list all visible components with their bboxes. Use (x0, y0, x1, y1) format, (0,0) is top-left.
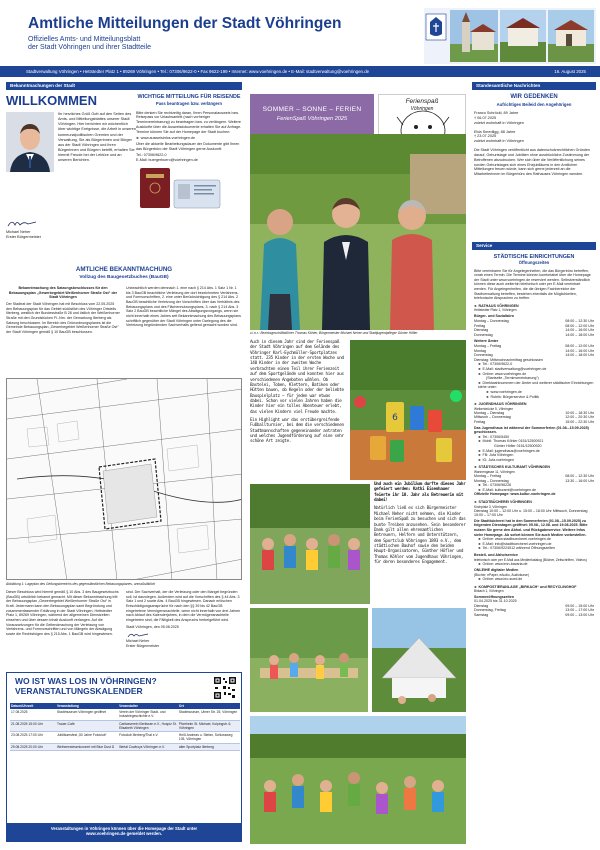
table-cell: Caritasverein Illertissen e.V., Hospiz St. Elisabeth Vöhringen (119, 721, 177, 730)
hours-day: Montag – Dienstag (474, 410, 505, 415)
map-text-place: Stadt Vöhringen, den 05.08.2025 (126, 624, 179, 629)
mayor-portrait (6, 112, 54, 172)
feature-paragraph-1: Auch in diesem Jahr sind der Ferienspaß der Stadt Vöhringen auf dem Gelände des Vöhringer Karl-Eychmüller-Sportplatzes statt. 235 Kinder in der ersten Woche und 140 Kinder in der zweiten Woche verbrachten einen Teil ihrer Ferienzeit auf dem Sportgelände und konnten hier aus verschiedenen Angeboten wählen. Ob Bastelei, Toben, Klettern, Batiken oder Hütten bauen, ob Kegeln oder der beliebte Bauspielplatz – für jeden war etwas dabei. Schon vor vielen Jahren haben die Kinder hier ein tolles Abenteuer erlebt, das vielen Kindern viel Freude machte. (250, 340, 344, 415)
death-entry (474, 111, 594, 126)
gedenken-block (474, 94, 594, 177)
service-block (474, 254, 594, 617)
gedenken-title: WIR GEDENKEN (510, 94, 558, 100)
contact-line[interactable]: ► E-Mail: jugendhaus@voehringen.de (478, 448, 540, 453)
notice-title: AMTLICHE BEKANNTMACHUNG (75, 266, 173, 273)
service-text: Bitte vereinbaren Sie für Angelegenheiten, die das Bürgerbüro betreffen, vorab einen Termin. Die Termine können komfortabel über die Homepage der Stadt unter www.voehringen.de reserviert werden. Selbstverständlich können diese auch weiterhin telefonisch oder per E-Mail vereinbart werden. Für Angelegenheiten, die die übrigen Fachbereiche der Stadtverwaltung betreffen, bestehen ebenfalls die Möglichkeiten, telefonische Absprachen zu treffen. (474, 268, 591, 301)
hours-day: Montag – Freitag (474, 474, 502, 479)
notice-bold: Bekanntmachung des Satzungsbeschlusses für den Bebauungsplan „Gewerbegebiet Weißenhorner Straße Ost“ der Stadt Vöhringen (8, 286, 118, 300)
aemter-note: Dienstag: Mittwochnachmittag geschlossen (474, 357, 543, 362)
contact-line: ► Tel.: 07306/96226 (478, 483, 512, 488)
hours-time: 08:00 – 12:00 Uhr (565, 323, 594, 328)
contact-line: ► IG: Jufa.voehringen (478, 457, 514, 462)
contact-line: ► Direktwahlnummern der Ämter und weiterer städtischer Einrichtungen siehe unter: (478, 380, 594, 390)
hours-day: Freitag (474, 419, 486, 424)
travel-notice-title: WICHTIGE MITTEILUNG FÜR REISENDE (137, 94, 241, 100)
hours-day: Donnerstag, Freitag (474, 608, 506, 613)
welcome-signer-role: Erster Bürgermeister (6, 235, 42, 239)
hours-time: 12:00 – 20:30 Uhr (565, 415, 594, 420)
feature-text-1 (250, 340, 346, 445)
hours-time: 13:30 – 16:00 Uhr (565, 478, 594, 483)
hours-time: 08:00 – 12:30 Uhr (565, 474, 594, 479)
table-row (10, 732, 240, 743)
col-header-datum: Datum/Uhrzeit (10, 703, 56, 709)
buerger-title: Bürger- und Sozialbüro (474, 314, 514, 319)
kompost-address: Birkach 1, Vöhringen (474, 589, 504, 594)
map-signer-role: Erster Bürgermeister (126, 644, 160, 649)
events-footer (7, 823, 241, 841)
contact-line[interactable]: ► E-Mail: info@stadtbuecherei.voehringen.de (478, 541, 552, 546)
col-header-veranstaltung: Veranstaltung (56, 703, 118, 709)
hours-day: Montag – Donnerstag (474, 478, 509, 483)
events-footer-link[interactable]: www.voehringen.de gemeldet werden. (86, 831, 162, 837)
aemter-title: Weitere Ämter (474, 339, 499, 344)
hours-day: Montag – Donnerstag (474, 319, 509, 324)
hours-time: 10:00 – 18:30 Uhr (565, 410, 594, 415)
notice-col-1 (6, 286, 120, 335)
death-date: † 23.07.2025 (474, 134, 497, 139)
welcome-block (6, 94, 136, 246)
notice-subtitle: Vollzug des Baugesetzbuches (BauGB) (79, 274, 169, 280)
photo-playground (250, 716, 466, 844)
bestell-title: Bestell- und Abholservice (474, 553, 519, 558)
map-text-col-2 (126, 590, 242, 649)
contact-line[interactable]: ► Online: www.stadtbuecherei.voehringen.de (478, 537, 551, 542)
table-cell: Fotoclub Illerberg/Thal e.V. (118, 732, 178, 743)
hours-time: 13:00 – 17:00 Uhr (565, 608, 594, 613)
contact-line[interactable]: ► Online: www.voehringen.de (478, 371, 527, 376)
travel-notice-text-2: Über die aktuelle Bearbeitungsdauer der Dokumente gibt Ihnen das Bürgerbüro der Stadt Vöhringen gerne Auskunft: (136, 142, 240, 152)
col-header-ort: Ort (178, 703, 240, 709)
service-subtitle: Öffnungszeiten (518, 260, 550, 266)
section-header-service: Service (472, 242, 596, 250)
address-bar (0, 66, 600, 77)
feature-paragraph-3: Und auch ein Jubiläum durfte dieses Jahr gefeiert werden: Kathi Eisenhauer feierte ihr 10. Jahr als Betreuerin mit dabei! (374, 482, 466, 504)
kompost-season: Sommeröffnungszeiten (474, 594, 514, 599)
table-row (10, 709, 240, 720)
death-place: zuletzt wohnhaft in Vöhringen (474, 139, 524, 144)
bestell-online[interactable]: ► Online: www.tmn-bavaria.de (478, 561, 528, 566)
hours-row (474, 333, 594, 338)
table-cell: Weiherewiesenkonzert mit Blue Dust Ω (56, 743, 118, 750)
map-text-right: sind. Der Sachverhalt, der die Verletzung oder den Mangel begründen soll, ist darzulegen. Außerdem wird auf die Vorschriften des § 44 Abs. 3 Satz 1 und 2 sowie Abs. 4 BauGB hingewiesen. Danach erlöschen Entschädigungsansprüche für nach den §§ 39 bis 42 BauGB eingetretene Vermögensnachteile, wenn nicht innerhalb von drei Jahren nach Ablauf des Kalenderjahres, in dem die Vermögensnachteile eingetreten sind, die Fälligkeit des Anspruchs herbeigeführt wird. (126, 590, 241, 623)
contact-line: ► Tel.: 07306/9622-0 (478, 362, 513, 367)
map-caption: Abbildung 1: Lageplan des Geltungsbereichs des gegenständlichen Bebauungsplanes, unmaßstäblich (6, 582, 156, 586)
buecherei-note: Die Stadtbücherei hat in den Sommerferien (01.08.–15.09.2025) zu folgenden Dienstagen geöffnet: 05.08., 12.08. und 19.08.2025. Bitte nutzen Sie gerne den Abhol- und Rückgabeservice. Weitere Infos siehe Homepage. Ab sofort können Sie auch Medien vorbestellen. (474, 518, 588, 537)
hours-day: Freitag (474, 323, 486, 328)
hours-row (474, 613, 594, 618)
contact-line: ► Rubrik: Bürgerservice & Politik (486, 394, 540, 399)
hours-day: Mittwoch – Donnerstag (474, 415, 511, 420)
table-cell: Trauer-Café (56, 720, 118, 731)
jugend-note: Das Jugendhaus ist während der Sommerferien (01.08.–15.09.2025) geschlossen. (474, 425, 589, 435)
subtitle-line-2: der Stadt Vöhringen und ihrer Stadtteile (28, 44, 151, 52)
table-cell: Verein der Vöhringer Stadt- und Industriegeschichte e.V. (118, 709, 178, 720)
hours-day: Samstag (474, 612, 489, 617)
col-header-veranstalter: Veranstalter (118, 703, 178, 709)
contact-line: ► Tel.: 07306/5450 (478, 434, 510, 439)
header-town-images (424, 8, 596, 64)
rathaus-address: Hettstedter Platz 1, Vöhringen (474, 308, 517, 313)
travel-notice-text: Bitte denken Sie rechtzeitig daran, Ihren Personalausweis bzw. Reisepass vor Urlaubsantritt (nach vorheriger Terminvereinbarung) zu beantragen bzw. zu verlängern. Weitere Auskünfte über die Ausweisdokumente erhalten Sie auf Anfrage. Termine können Sie auf der Homepage der Stadt buchen: (136, 110, 242, 134)
welcome-signer-name: Michael Neher (6, 230, 31, 234)
map-text-col-1: Dieser Beschluss wird hiermit gemäß § 10 Abs. 3 des Baugesetzbuchs (BauGB) ortsüblich bekannt gemacht. Mit dieser Bekanntmachung tritt der Bebauungsplan „Gewerbegebiet Weißenhorner Straße Ost“ in Kraft. Jedermann kann den Bebauungsplan samt Begründung und zusammenfassender Erklärung in der Stadt Vöhringen, Hettstedter Platz 1, 89269 Vöhringen, während der allgemeinen Dienstzeiten einsehen und über dessen Inhalt Auskunft verlangen. Auf die Voraussetzungen für die Geltendmachung der Verletzung von Verfahrens- und Formvorschriften und von Mängeln der Abwägung sowie die Rechtsfolgen des § 215 Abs. 1 BauGB wird hingewiesen. (6, 590, 119, 637)
kompost-dates: 01.04.2025 bis 31.10.2025 (474, 599, 517, 604)
bestell-text: telefonisch oder per E-Mail aus Medienkatalog (Bücher, Zeitschriften, Videos) (474, 557, 587, 562)
table-cell: alter Sportplatz Illerberg (178, 743, 240, 750)
table-cell: 21.08.2025 15:00 Uhr (10, 720, 56, 731)
events-title-2: VERANSTALTUNGSKALENDER (15, 686, 143, 696)
photo-kegeln (350, 340, 466, 480)
ausweis-link[interactable]: ► www.ausweisinfos.voehringen.de (136, 135, 195, 140)
welcome-title: WILLKOMMEN (6, 93, 97, 108)
table-cell: 23.08.2025 17:00 Uhr (10, 732, 56, 743)
table-cell: Heiß Andreas u. Stefan, Schlossweg 105, Vöhringen (178, 732, 240, 743)
hours-time: 09:00 – 15:00 Uhr (565, 603, 594, 608)
kultur-title: ► STÄDTISCHES KULTURAMT VÖHRINGEN (474, 465, 550, 470)
photo-officials-caption: v.l.n.r.: Bezirksgeschäftsführer Thomas Köhler, Bürgermeister Michael Neher und Stadtjugendpfleger Günter Höfler (250, 331, 418, 335)
hours-time: 14:00 – 18:00 Uhr (565, 353, 594, 358)
section-header-bekanntmachungen: Bekanntmachungen der Stadt (6, 82, 242, 90)
map-signature (126, 631, 242, 639)
notice-col-2: Unbeachtlich werden demnach 1. eine nach § 214 Abs. 1 Satz 1 Nr. 1 bis 3 BauGB beachtliche Verletzung der dort bezeichneten Verfahrens- und Formvorschriften, 2. eine unter Berücksichtigung des § 214 Abs. 2 BauGB beachtliche Verletzung der Vorschriften über das Verhältnis des Bebauungsplans und des Flächennutzungsplans, 3. nach § 214 Abs. 3 Satz 2 BauGB beachtliche Mängel des Abwägungsvorgangs, wenn sie nicht innerhalb eines Jahres seit Bekanntmachung des Bebauungsplans schriftlich gegenüber der Stadt Vöhringen unter Darlegung des die Verletzung begründenden Sachverhalts geltend gemacht worden sind. (126, 286, 241, 328)
issue-date: 16. August 2025 (554, 68, 586, 74)
table-row (10, 743, 240, 750)
hours-row (474, 420, 594, 425)
onleihe-text: (Bücher, ePaper, eAudio, Audiokurse) (474, 573, 529, 578)
death-name: Franco Schröckl, 89 Jahre (474, 111, 519, 116)
ferienspass-banner (250, 94, 374, 134)
events-footer-line-1: Veranstaltungen in Vöhringen können über die Homepage der Stadt unter (50, 826, 198, 831)
hours-day: Donnerstag (474, 353, 493, 358)
map-signer-name: Michael Neher (126, 639, 150, 644)
events-box (6, 672, 242, 842)
logo-line-2: Vöhringen (410, 106, 434, 112)
photo-tent (372, 608, 466, 712)
hours-day: Donnerstag (474, 332, 493, 337)
contact-line: (Startseite „Terminvereinbarung“) (486, 376, 539, 381)
welcome-text: Ihr herzliches Grüß Gott auf den Seiten des Amts- und Mitteilungsblattes unserer Stadt Vöhringen. Hier berichten wir wöchentlich über wichtige Ereignisse, die Arbeit in unseren kommunalpolitischen Gremien und der Verwaltung, Sie als Bürgerinnen und Bürger aus der Stadt Vöhringen und ihren Bürgerinnen und Bürgern betrifft, erhalten Sie hiermit Freude bei der Lektüre und an unseren Berichten. (58, 112, 136, 163)
table-cell: 29.08.2025 20:00 Uhr (10, 743, 56, 750)
banner-title: SOMMER – SONNE – FERIEN (262, 106, 362, 113)
banner-subtitle: FerienSpaß Vöhringen 2025 (276, 116, 348, 123)
qr-code[interactable] (213, 676, 237, 700)
feature-paragraph-2: Ein Highlight war das erstübergreifende Fußballturnier, bei dem die verschiedenen Stadtmannschaften gegeneinander antraten und welches Jugendförderung auf eine sehr schöne Art zeigte. (250, 418, 344, 445)
feature-text-2 (374, 482, 466, 565)
death-entry (474, 130, 594, 145)
onleihe-title: ONLEIHE digitaler Medien (474, 568, 519, 573)
travel-tel: Tel.: 07306/9622-0 (136, 153, 167, 157)
hours-day: Montag – Freitag (474, 343, 502, 348)
photo-crafts (250, 608, 368, 712)
hours-time: 14:00 – 16:00 Uhr (565, 328, 594, 333)
photo-kids-group (250, 484, 370, 604)
kompost-title: ► KOMPOSTIERANLAGE „BIRKACH“ und RECYCLINGHOF (474, 584, 577, 589)
table-cell: 17.08.2025 (10, 709, 56, 720)
hours-day: Dienstag (474, 328, 489, 333)
buecherei-title: ► STADTBÜCHEREI VÖHRINGEN (474, 499, 532, 504)
contact-line: ► FB: Jufa Vöhringen (478, 453, 514, 458)
kultur-address: Wannengasse 11, Vöhringen (474, 469, 515, 474)
feature-paragraph-4: Natürlich ließ es sich Bürgermeister Michael Neher nicht nehmen, die Kinder beim FerienSpaß zu besuchen und sich das bunte Treiben anzusehen. Sein besonderer Dank gilt allen ehrenamtlichen Betreuern, Helfern und Unterstützern, dem Sportclub Vöhringen 1893 e.V., dem städtischen Bauhof sowie den beiden Haupt-Organisatoren, Günther Höfler und Thomas Köhler vom Jugendhaus Vöhringen, für deren besonderes Engagement. (374, 506, 466, 566)
travel-notice-subtitle: Pass beantragen bzw. verlängern (155, 101, 223, 107)
table-cell: Illertal Cowboys Vöhringen e.V. (118, 743, 178, 750)
service-title: STÄDTISCHE EINRICHTUNGEN (493, 254, 575, 260)
hours-time: 15:00 – 22:30 Uhr (565, 419, 594, 424)
onleihe-link[interactable]: ► Online: www.leo-sued.de (478, 577, 523, 582)
death-name: Elda Smedilgg, 88 Jahre (474, 129, 516, 134)
hours-time: 14:00 – 16:00 Uhr (565, 348, 594, 353)
hours-time: 08:00 – 12:30 Uhr (565, 319, 594, 324)
hours-time: 08:00 – 12:00 Uhr (565, 343, 594, 348)
photo-officials (250, 134, 466, 330)
gedenken-subtitle: Aufrichtiges Beileid den Angehörigen (496, 101, 572, 107)
events-title-1: WO IST WAS LOS IN VÖHRINGEN? (15, 676, 157, 686)
hours-day: Dienstag (474, 603, 489, 608)
passport-images (136, 166, 242, 210)
amtliche-bekanntmachung-head (6, 266, 242, 281)
hours-time: 09:00 – 13:00 Uhr (565, 612, 594, 617)
contact-line[interactable]: ► www.voehringen.de (486, 389, 522, 394)
hours-time: 14:00 – 18:00 Uhr (565, 332, 594, 337)
contact-line: Günter Höfler 0151/12500920 (494, 443, 542, 448)
events-table (10, 703, 240, 751)
jugend-title: ► JUGENDHAUS VÖHRINGEN (474, 402, 527, 407)
contact-line: ► Mobil: Thomas Köhler 0151/12500921 (478, 439, 544, 444)
gedenken-text: Die Stadt Vöhringen veröffentlicht aus datenschutzrechtlichen Gründen darauf, Geburtstage und Jubiläen ohne ausdrückliche Zustimmung der Betroffenen abzudrucken. Wer sich über die Veröffentlichung seines runden Geburtstages sich eines Ehejubiläums in den Amtlichen Mitteilungen freuen würde, kann sich gerne jederzeit an die Mitarbeiterinnen im Bürgerbüro des Rathauses Vöhringen wenden. (474, 148, 590, 177)
site-plan-map (6, 378, 242, 580)
death-place: zuletzt wohnhaft in Vöhringen (474, 120, 524, 125)
kultur-homepage[interactable]: Offizielle Homepage: www.kultur-voehringen.de (474, 492, 556, 497)
subtitle-line-1: Offizielles Amts- und Mitteilungsblatt (28, 36, 141, 43)
travel-notice (136, 94, 242, 262)
svg-text:6: 6 (392, 413, 398, 423)
travel-mail[interactable]: E-Mail: buergerbuero@voehringen.de (136, 157, 198, 162)
contact-line: ► Tel.: 07306/9224512 während Öffnungszeiten (478, 546, 555, 551)
rathaus-title: ► RATHAUS VÖHRINGEN (474, 303, 519, 308)
notice-text: Der Stadtrat der Stadt Vöhringen hat mit Beschluss vom 22.05.2025 den Bebauungsplan für das Gebiet südöstlich des Vöhringer Ortsteils Illerberg, westlich der Bundesstraße B 28 und östlich der Weißenhorner Straße mit den Grundstücken Fl.-Nrn. der Gemarkung Illerberg als Satzung beschlossen. Im Bereich des Grünordnungsplanes ist die Gemeinde Bebauungsplan „Gewerbegebiet Weißenhorner Straße Ost“ der Stadt Vöhringen gemäß § 10 BauGB beschlossen. (6, 302, 120, 335)
table-row (10, 720, 240, 731)
buecherei-hours: Dienstag 10:00 – 12:00 Uhr u. 15:00 – 18:00 Uhr Mittwoch, Donnerstag 15:00 – 17:00 Uhr (474, 508, 588, 518)
mayor-signature (6, 218, 46, 228)
logo-line-1: Ferienspaß (405, 98, 439, 105)
hours-day: Montag (474, 348, 486, 353)
address-text: Stadtverwaltung Vöhringen • Hettstedter Platz 1 • 89269 Vöhringen • Tel.: 07306/9622-0 • Fax 9622-199 • Internet: www.voehringen.de • E-Mail: stadtverwaltung@voehringen.de (26, 68, 370, 74)
table-cell: Jubiläumsfest „50 Jahre Fotoclub“ (56, 732, 118, 743)
section-header-standesamt: Standesamtliche Nachrichten (472, 82, 596, 90)
page-title: Amtliche Mitteilungen der Stadt Vöhringen (28, 15, 342, 32)
table-cell: Stadtmuseum, Ulmer Str. 25, Vöhringen (178, 709, 240, 720)
contact-line[interactable]: ► E-Mail: stadtverwaltung@voehringen.de (478, 366, 547, 371)
jugend-address: Weikenbrücke 5, Vöhringen (474, 406, 514, 411)
death-date: † 06.07.2025 (474, 115, 497, 120)
buecherei-address: Kirchplatz 3, Vöhringen (474, 504, 507, 509)
page-subtitle (28, 36, 151, 53)
table-cell: Pfarrheim St. Michael, Kolpingstr. 6, Vöhringen (178, 720, 240, 731)
table-cell: Stadtmuseum Vöhringen geöffnet (56, 709, 118, 720)
contact-line[interactable]: ► E-Mail: kulturamt@voehringen.de (478, 487, 536, 492)
